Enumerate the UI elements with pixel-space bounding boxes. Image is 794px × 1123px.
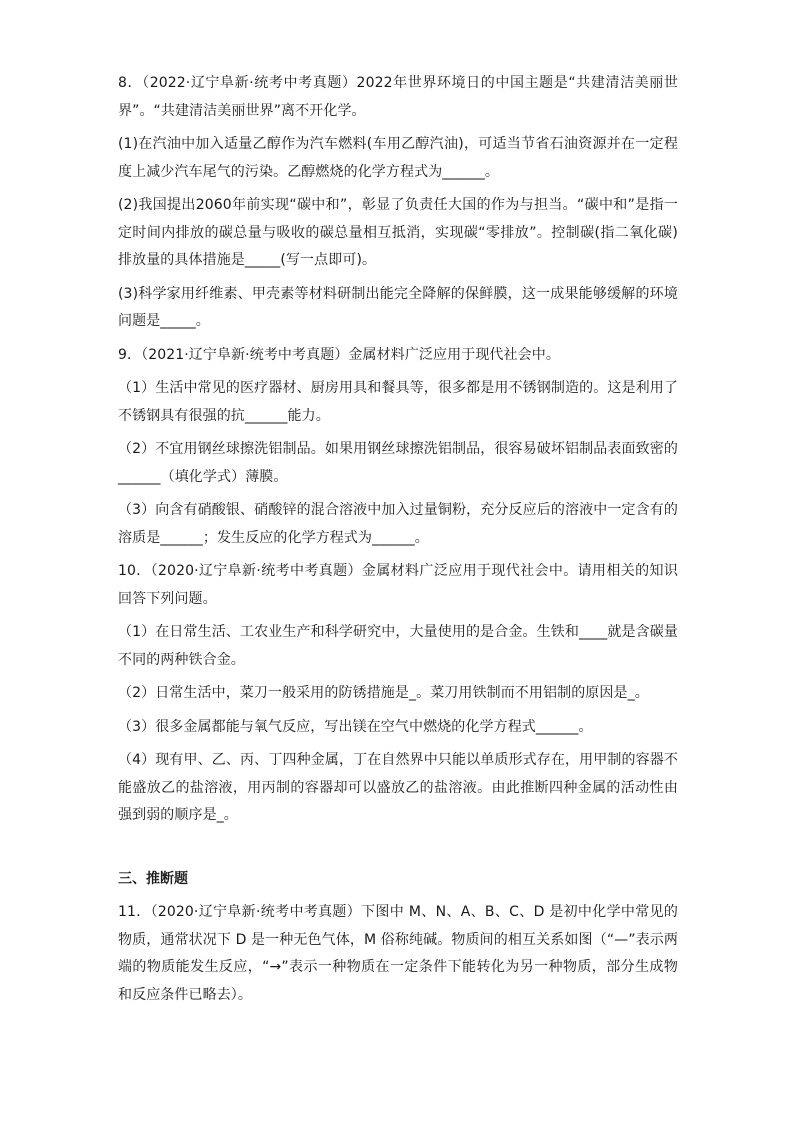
question-8-stem: 8．（2022·辽宁阜新·统考中考真题）2022年世界环境日的中国主题是“共建清洁美丽世界”。“共建清洁美丽世界”离不开化学。 <box>118 75 678 119</box>
section-title: 三、推断题 <box>118 870 188 887</box>
question-9-part-2: （2）不宜用钢丝球擦洗铝制品。如果用钢丝球擦洗铝制品，很容易破坏铝制品表面致密的______（填化学式）薄膜。 <box>118 441 678 485</box>
question-10-stem: 10．（2020·辽宁阜新·统考中考真题）金属材料广泛应用于现代社会中。请用相关的知识回答下列问题。 <box>118 563 678 607</box>
question-8-part-2: (2)我国提出2060年前实现“碳中和”，彰显了负责任大国的作为与担当。“碳中和”是指一定时间内排放的碳总量与吸收的碳总量相互抵消，实现碳“零排放”。控制碳(指二氧化碳)排放量的具体措施是_____(写一点即可)。 <box>118 197 678 268</box>
document-content <box>118 66 678 1015</box>
question-11-stem: 11．（2020·辽宁阜新·统考中考真题）下图中 M、N、A、B、C、D 是初中化学中常见的物质，通常状况下 D 是一种无色气体，M 俗称纯碱。物质间的相互关系如图（“—”表示两端的物质能发生反应，“→”表示一种物质在一定条件下能转化为另一种物质，部分生成物和反应条件已略去）。 <box>118 904 678 1003</box>
question-10-part-2: （2）日常生活中，菜刀一般采用的防锈措施是_。菜刀用铁制而不用铝制的原因是_。 <box>118 685 649 701</box>
question-10-part-4: （4）现有甲、乙、丙、丁四种金属，丁在自然界中只能以单质形式存在，用甲制的容器不能盛放乙的盐溶液，用丙制的容器却可以盛放乙的盐溶液。由此推断四种金属的活动性由强到弱的顺序是_。 <box>118 752 678 823</box>
question-8-part-3: (3)科学家用纤维素、甲壳素等材料研制出能完全降解的保鲜膜，这一成果能够缓解的环境问题是_____。 <box>118 285 678 329</box>
question-9-stem: 9．（2021·辽宁阜新·统考中考真题）金属材料广泛应用于现代社会中。 <box>118 346 560 363</box>
question-10-part-1: （1）在日常生活、工农业生产和科学研究中，大量使用的是合金。生铁和____就是含碳量不同的两种铁合金。 <box>118 624 678 668</box>
question-8-part-1: (1)在汽油中加入适量乙醇作为汽车燃料(车用乙醇汽油)，可适当节省石油资源并在一定程度上减少汽车尾气的污染。乙醇燃烧的化学方程式为______。 <box>118 136 678 180</box>
question-9-part-1: （1）生活中常见的医疗器材、厨房用具和餐具等，很多都是用不锈钢制造的。这是利用了不锈钢具有很强的抗______能力。 <box>118 380 678 424</box>
question-10-part-3: （3）很多金属都能与氧气反应，写出镁在空气中燃烧的化学方程式______。 <box>118 718 593 735</box>
question-9-part-3: （3）向含有硝酸银、硝酸锌的混合溶液中加入过量铜粉，充分反应后的溶液中一定含有的溶质是______；发生反应的化学方程式为______。 <box>118 502 678 546</box>
